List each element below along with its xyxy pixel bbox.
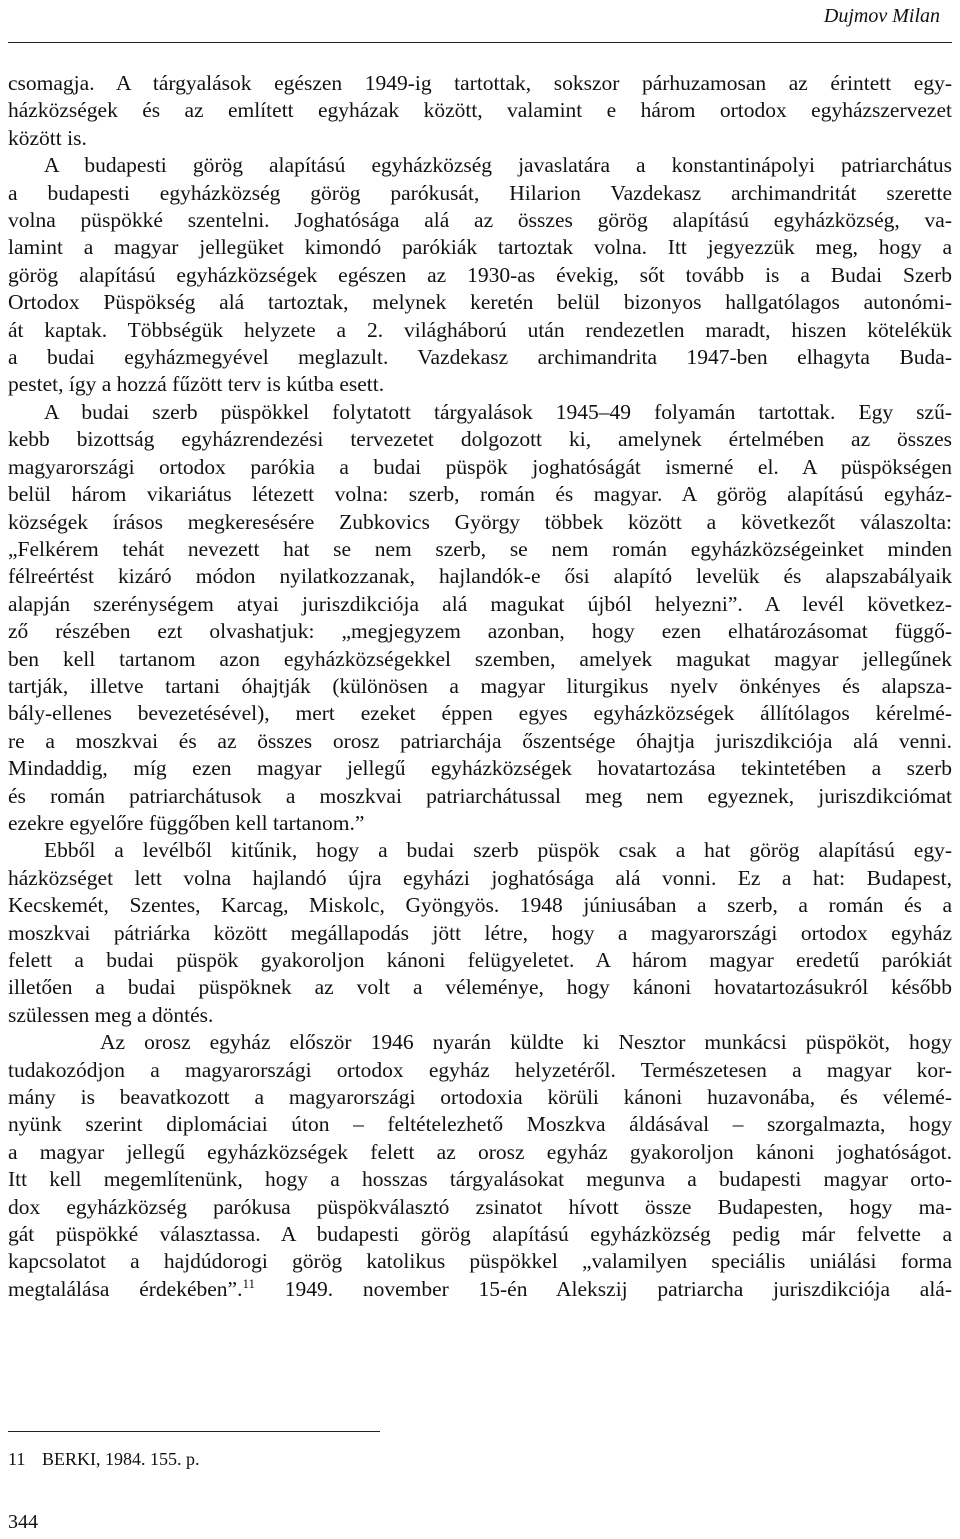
text-line: át kaptak. Többségük helyzete a 2. világháború után rendezetlen maradt, hiszen kötelékük [8, 317, 952, 342]
text-line: Mindaddig, míg ezen magyar jellegű egyházközségek hovatartozása tekintetében a szerb [8, 756, 952, 781]
text-line: a budapesti egyházközség görög parókusát, Hilarion Vazdekasz archimandritát szerette [8, 180, 952, 205]
text-line: volna püspökké szentelni. Joghatósága alá az összes görög alapítású egyházközség, va- [8, 208, 952, 233]
text-line: A budapesti görög alapítású egyházközség javaslatára a konstantinápolyi patriarchátus [44, 153, 952, 178]
text-line: kebb bizottság egyházrendezési tervezetet dolgozott ki, amelynek értelmében az összes [8, 427, 952, 452]
text-line: lamint a magyar jellegüket kimondó parókiák tartoztak volna. Itt jegyezzük meg, hogy a [8, 235, 952, 260]
text-line: bály-ellenes bevezetésével), mert ezeket éppen egyes egyházközségek állítólagos kérelmé- [8, 701, 952, 726]
text-line: a budai egyházmegyével meglazult. Vazdekasz archimandrita 1947-ben elhagyta Buda- [8, 345, 952, 370]
text-line: csomagja. A tárgyalások egészen 1949-ig tartottak, sokszor párhuzamosan az érintett egy- [8, 71, 952, 95]
text-line-with-footnote-ref [8, 1276, 952, 1303]
text-line: ző részében ezt olvashatjuk: „megjegyzem azonban, hogy ezen elhatározásomat függő- [8, 619, 952, 644]
text-line: „Felkérem tehát nevezett hat se nem szerb, se nem román egyházközségeinket minden [8, 536, 952, 561]
text-line: belül három vikariátus létezett volna: szerb, román és magyar. A görög alapítású egyház- [8, 482, 952, 507]
text-line: Kecskemét, Szentes, Karcag, Miskolc, Gyöngyös. 1948 júniusában a szerb, a román és a [8, 893, 952, 918]
footnote-reference: 11 [242, 1275, 255, 1291]
text-line: Itt kell megemlítenünk, hogy a hosszas tárgyalásokat megunva a budapesti magyar orto- [8, 1167, 952, 1192]
text-line: ben kell tartanom azon egyházközségekkel szemben, amelyek magukat magyar jellegűnek [8, 646, 952, 671]
text-line: tudakozódjon a magyarországi ortodox egyház helyzetéről. Természetesen a magyar kor- [8, 1057, 952, 1082]
text-line: dox egyházközség parókusa püspökválasztó zsinatot hívott össze Budapesten, hogy ma- [8, 1194, 952, 1219]
text-line: re a moszkvai és az összes orosz patriarchája őszentsége óhajtja juriszdikciója alá venni. [8, 728, 952, 753]
text-line: és román patriarchátusok a moszkvai patriarchátussal meg nem egyeznek, juriszdikciómat [8, 783, 952, 808]
footnote-text: BERKI, 1984. 155. p. [42, 1449, 200, 1469]
text-line: pestet, így a hozzá fűzött terv is kútba esett. [8, 372, 385, 397]
text-line: tartják, illetve tartani óhajtják (különösen a magyar liturgikus nyelv önkényes és alapsza- [8, 673, 952, 698]
text-line: moszkvai pátriárka között megállapodás jött létre, hogy a magyarországi ortodox egyház [8, 920, 952, 945]
text-line: alapján szerénységem atyai juriszdikciója alá magukat újból helyezni”. A levél következ- [8, 591, 952, 616]
text-line: A budai szerb püspökkel folytatott tárgyalások 1945–49 folyamán tartottak. Egy szű- [44, 399, 952, 424]
text-fragment: megtalálása érdekében”. [8, 1276, 243, 1301]
text-line: félreértést kizáró módon nyilatkozzanak, hajlandók-e ősi alapító levelük és alapszabályaik [8, 564, 952, 589]
text-line: Ortodox Püspökség alá tartoztak, melynek keretén belül bizonyos hallgatólagos autonómi- [8, 290, 952, 315]
text-line: magyarországi ortodox parókia a budai püspök joghatóságát ismerné el. A püspökségen [8, 454, 952, 479]
text-line: községek írásos megkeresésére Zubkovics György többek között a következőt válaszolta: [8, 509, 952, 534]
footnote-number: 11 [8, 1449, 26, 1469]
text-line: házközségek és az említett egyházak között, valamint e három ortodox egyházszervezet [8, 98, 952, 123]
text-line: között is. [8, 125, 87, 150]
text-fragment: 1949. november 15-én Alekszij patriarcha juriszdikciója alá- [284, 1276, 952, 1301]
body-text [8, 70, 952, 1303]
text-line: illetően a budai püspöknek az volt a véleménye, hogy kánoni hovatartozásukról később [8, 975, 952, 1000]
text-line: mány is beavatkozott a magyarországi ortodoxia körüli kánoni huzavonába, és vélemé- [8, 1085, 952, 1110]
text-line: Ebből a levélből kitűnik, hogy a budai szerb püspök csak a hat görög alapítású egy- [44, 838, 952, 863]
text-line: ezekre egyelőre függőben kell tartanom.” [8, 810, 365, 835]
text-line: nyünk szerint diplomáciai úton – feltételezhető Moszkva áldásával – szorgalmazta, hogy [8, 1112, 952, 1137]
page-number: 344 [8, 1511, 38, 1533]
text-line: szülessen meg a döntés. [8, 1002, 214, 1027]
text-line: görög alapítású egyházközségek egészen az 1930-as évekig, sőt tovább is a Budai Szerb [8, 262, 952, 287]
header-rule [8, 42, 952, 43]
text-line: Az orosz egyház először 1946 nyarán küldte ki Nesztor munkácsi püspököt, hogy [100, 1030, 952, 1055]
text-line: házközséget lett volna hajlandó újra egyházi joghatósága alá vonni. Ez a hat: Budapest, [8, 865, 952, 890]
text-line: felett a budai püspök gyakoroljon kánoni felügyeletet. A három magyar eredetű parókiát [8, 948, 952, 972]
text-line: kapcsolatot a hajdúdorogi görög katolikus püspökkel „valamilyen speciális uniálási forma [8, 1249, 952, 1274]
footnote-rule [8, 1431, 380, 1432]
text-line: gát püspökké választassa. A budapesti görög alapítású egyházközség pedig már felvette a [8, 1222, 952, 1247]
running-head: Dujmov Milan [823, 5, 940, 27]
footnote [8, 1448, 200, 1470]
text-line: a magyar jellegű egyházközségek felett az orosz egyház gyakoroljon kánoni joghatóságot. [8, 1139, 952, 1164]
